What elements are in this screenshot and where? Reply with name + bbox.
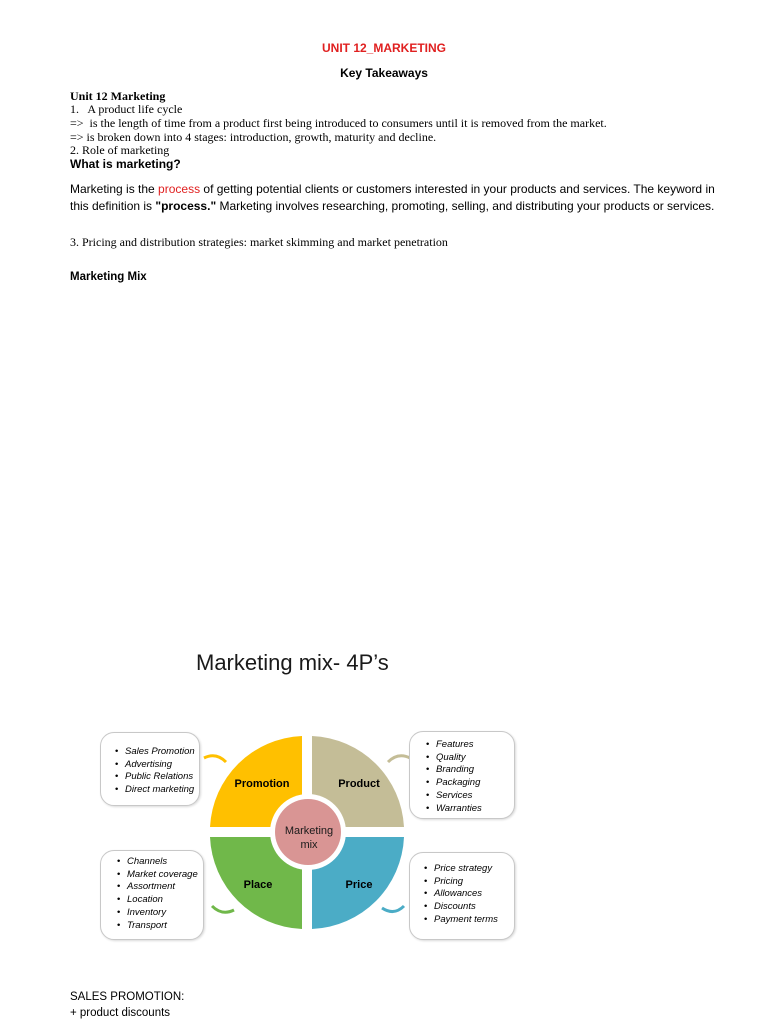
center-label-line-1: Marketing — [284, 825, 334, 837]
document-title: UNIT 12_MARKETING — [321, 41, 446, 55]
product-list-item: • Branding — [426, 764, 514, 777]
product-list-item: • Services — [426, 790, 514, 803]
product-box — [409, 731, 515, 819]
marketing-mix-heading: Marketing Mix — [70, 271, 147, 283]
what-is-marketing-heading: What is marketing? — [70, 157, 181, 171]
price-list-item: • Payment terms — [424, 914, 514, 927]
price-label: Price — [345, 879, 373, 891]
definition-text: Marketing involves researching, promoting, selling, and distributing your products or services. — [216, 199, 715, 213]
promotion-list-item: • Advertising — [115, 759, 199, 772]
place-label: Place — [243, 879, 273, 891]
promotion-list-item: • Direct marketing — [115, 784, 199, 797]
price-box — [409, 852, 515, 940]
place-list-item: • Transport — [117, 920, 203, 933]
diagram-title: Marketing mix- 4P’s — [196, 650, 389, 675]
definition-paragraph-line-1 — [70, 181, 715, 198]
center-label — [269, 824, 349, 852]
place-list — [117, 856, 203, 932]
outline-item-2: 2. Role of marketing — [70, 143, 170, 157]
price-list-item: • Pricing — [424, 876, 514, 889]
place-list-item: • Channels — [117, 856, 203, 869]
price-list-item: • Discounts — [424, 901, 514, 914]
definition-text: of getting potential clients or customers interested in your products and services. The keyword in — [200, 182, 715, 196]
outline-heading: Unit 12 Marketing — [70, 89, 166, 103]
place-box — [100, 850, 204, 940]
promotion-list — [115, 746, 199, 797]
price-list-item: • Allowances — [424, 888, 514, 901]
outline-item-1-line-2: => is broken down into 4 stages: introduction, growth, maturity and decline. — [70, 130, 437, 144]
promotion-list-item: • Public Relations — [115, 771, 199, 784]
center-label-line-2: mix — [300, 839, 318, 851]
definition-highlight: process — [158, 182, 201, 196]
outline-item-1: 1. A product life cycle — [70, 102, 183, 116]
product-list — [426, 739, 514, 815]
product-label: Product — [338, 778, 380, 790]
definition-paragraph-line-2 — [70, 198, 714, 215]
definition-text: this definition is — [70, 199, 156, 213]
place-list-item: • Location — [117, 894, 203, 907]
promotion-list-item: • Sales Promotion — [115, 746, 199, 759]
price-arrow-icon — [382, 906, 404, 912]
promotion-arrow-icon — [204, 756, 226, 762]
product-list-item: • Packaging — [426, 777, 514, 790]
place-list-item: • Assortment — [117, 881, 203, 894]
sales-promotion-heading: SALES PROMOTION: — [70, 991, 185, 1003]
price-list-item: • Price strategy — [424, 863, 514, 876]
place-list-item: • Inventory — [117, 907, 203, 920]
price-list — [424, 863, 514, 927]
definition-text: Marketing is the — [70, 182, 159, 196]
marketing-mix-diagram — [96, 640, 546, 970]
definition-keyword: "process." — [155, 199, 217, 213]
product-list-item: • Features — [426, 739, 514, 752]
product-list-item: • Warranties — [426, 803, 514, 816]
promotion-label: Promotion — [234, 778, 290, 790]
document-subtitle: Key Takeaways — [340, 66, 428, 80]
product-arrow-icon — [388, 756, 410, 762]
product-list-item: • Quality — [426, 752, 514, 765]
place-list-item: • Market coverage — [117, 869, 203, 882]
promotion-box — [100, 732, 200, 806]
sales-promotion-item: + product discounts — [70, 1007, 171, 1019]
place-arrow-icon — [212, 906, 234, 912]
pricing-strategies-line: 3. Pricing and distribution strategies: market skimming and market penetration — [70, 235, 448, 249]
outline-item-1-line-1: => is the length of time from a product first being introduced to consumers until it is removed from the market. — [70, 116, 607, 130]
